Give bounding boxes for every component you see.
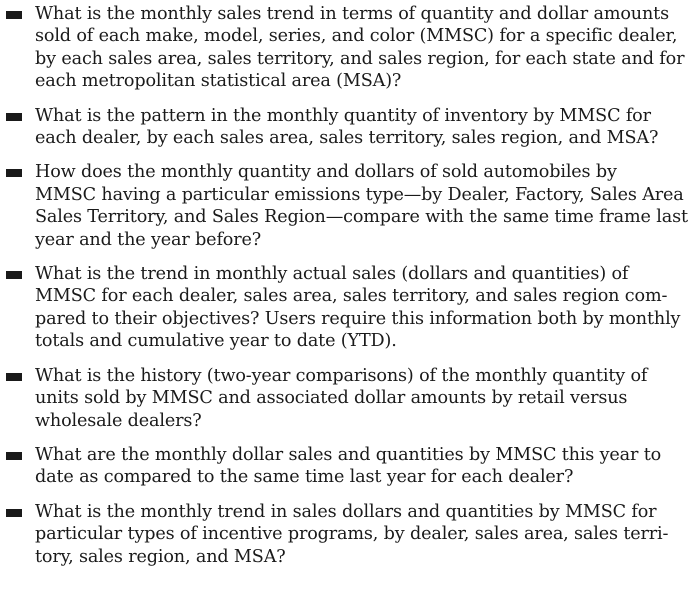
item-text-line: date as compared to the same time last year for each dealer? (35, 467, 574, 488)
item-text-line: MMSC for each dealer, sales area, sales territory, and sales region com- (35, 286, 668, 307)
item-text-line: What is the pattern in the monthly quantity of inventory by MMSC for (35, 105, 651, 126)
list-item (0, 105, 689, 150)
item-text-line: by each sales area, sales territory, and sales region, for each state and for (35, 48, 685, 69)
list-item (0, 365, 689, 432)
list-item (0, 3, 689, 93)
item-text-line: Sales Territory, and Sales Region—compare with the same time frame last (35, 207, 688, 228)
list-item (0, 444, 689, 489)
item-text-line: particular types of incentive programs, by dealer, sales area, sales terri- (35, 524, 669, 545)
item-text-line: totals and cumulative year to date (YTD). (35, 331, 397, 352)
item-text-line: How does the monthly quantity and dollars of sold automobiles by (35, 162, 617, 183)
list-item (0, 501, 689, 568)
item-text-line: pared to their objectives? Users require this information both by monthly (35, 308, 681, 329)
square-bullet-icon (6, 271, 22, 279)
item-text-line: units sold by MMSC and associated dollar amounts by retail versus (35, 388, 628, 409)
square-bullet-icon (6, 169, 22, 177)
item-text-line: MMSC having a particular emissions type—by Dealer, Factory, Sales Area (35, 184, 684, 205)
item-text-line: year and the year before? (35, 229, 262, 250)
item-text-line: What is the history (two-year comparisons) of the monthly quantity of (35, 365, 648, 386)
square-bullet-icon (6, 113, 22, 121)
item-text-line: sold of each make, model, series, and color (MMSC) for a specific dealer, (35, 26, 678, 47)
item-text-line: What is the monthly trend in sales dollars and quantities by MMSC for (35, 501, 657, 522)
item-text-line: What is the trend in monthly actual sales (dollars and quantities) of (35, 264, 629, 285)
item-text-line: tory, sales region, and MSA? (35, 546, 286, 567)
item-text-line: What is the monthly sales trend in terms of quantity and dollar amounts (35, 4, 669, 24)
square-bullet-icon (6, 11, 22, 19)
item-text-line: each metropolitan statistical area (MSA)? (35, 71, 402, 92)
list-item (0, 161, 689, 251)
square-bullet-icon (6, 452, 22, 460)
item-text-line: What are the monthly dollar sales and quantities by MMSC this year to (35, 444, 662, 465)
item-text-line: each dealer, by each sales area, sales territory, sales region, and MSA? (35, 128, 659, 149)
list-item (0, 263, 689, 353)
question-list (0, 3, 689, 580)
square-bullet-icon (6, 509, 22, 517)
item-text-line: wholesale dealers? (35, 410, 202, 431)
square-bullet-icon (6, 373, 22, 381)
